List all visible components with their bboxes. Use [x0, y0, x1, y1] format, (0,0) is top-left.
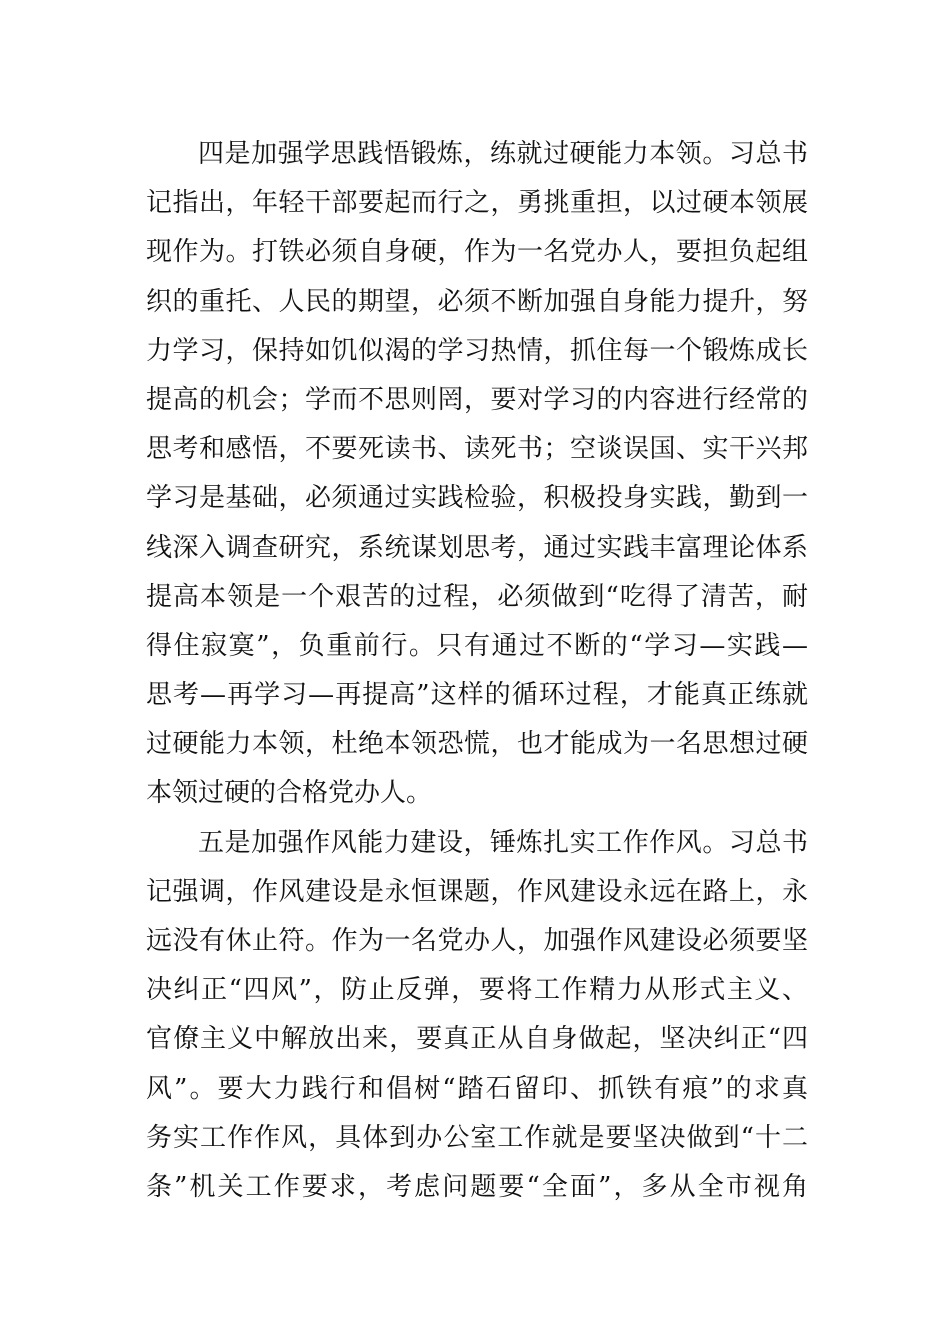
paragraph-line: 得住寂寞”，负重前行。只有通过不断的“学习—实践— [146, 630, 808, 661]
paragraph-line: 思考—再学习—再提高”这样的循环过程，才能真正练就 [146, 680, 808, 711]
paragraph-line: 记指出，年轻干部要起而行之，勇挑重担，以过硬本领展 [146, 188, 808, 219]
paragraph-line: 远没有休止符。作为一名党办人，加强作风建设必须要坚 [146, 926, 808, 956]
paragraph-line: 五是加强作风能力建设，锤炼扎实工作作风。习总书 [198, 827, 808, 858]
paragraph-line: 思考和感悟，不要死读书、读死书；空谈误国、实干兴邦 [146, 434, 808, 465]
paragraph-line: 四是加强学思践悟锻炼，练就过硬能力本领。习总书 [198, 139, 808, 169]
paragraph-line: 官僚主义中解放出来，要真正从自身做起，坚决纠正“四 [146, 1024, 808, 1055]
document-body [146, 130, 808, 1212]
paragraph-line: 提高本领是一个艰苦的过程，必须做到“吃得了清苦，耐 [146, 581, 808, 612]
paragraph-line: 现作为。打铁必须自身硬，作为一名党办人，要担负起组 [146, 237, 808, 268]
paragraph-line: 风”。要大力践行和倡树“踏石留印、抓铁有痕”的求真 [146, 1073, 808, 1104]
paragraph-line: 记强调，作风建设是永恒课题，作风建设永远在路上，永 [146, 876, 808, 907]
paragraph-line: 织的重托、人民的期望，必须不断加强自身能力提升，努 [146, 286, 808, 317]
paragraph-line: 学习是基础，必须通过实践检验，积极投身实践，勤到一 [146, 483, 808, 514]
paragraph-line: 务实工作作风，具体到办公室工作就是要坚决做到“十二 [146, 1122, 808, 1153]
paragraph-line: 线深入调查研究，系统谋划思考，通过实践丰富理论体系 [146, 532, 808, 563]
paragraph-line: 过硬能力本领，杜绝本领恐慌，也才能成为一名思想过硬 [146, 729, 808, 760]
paragraph-line: 提高的机会；学而不思则罔，要对学习的内容进行经常的 [146, 384, 808, 415]
paragraph-line: 决纠正“四风”，防止反弹，要将工作精力从形式主义、 [146, 975, 808, 1006]
paragraph-line: 力学习，保持如饥似渴的学习热情，抓住每一个锻炼成长 [146, 335, 808, 366]
paragraph-four [146, 130, 808, 819]
paragraph-line: 本领过硬的合格党办人。 [146, 778, 433, 809]
paragraph-five [146, 819, 808, 1213]
paragraph-line: 条”机关工作要求，考虑问题要“全面”，多从全市视角 [146, 1171, 808, 1202]
